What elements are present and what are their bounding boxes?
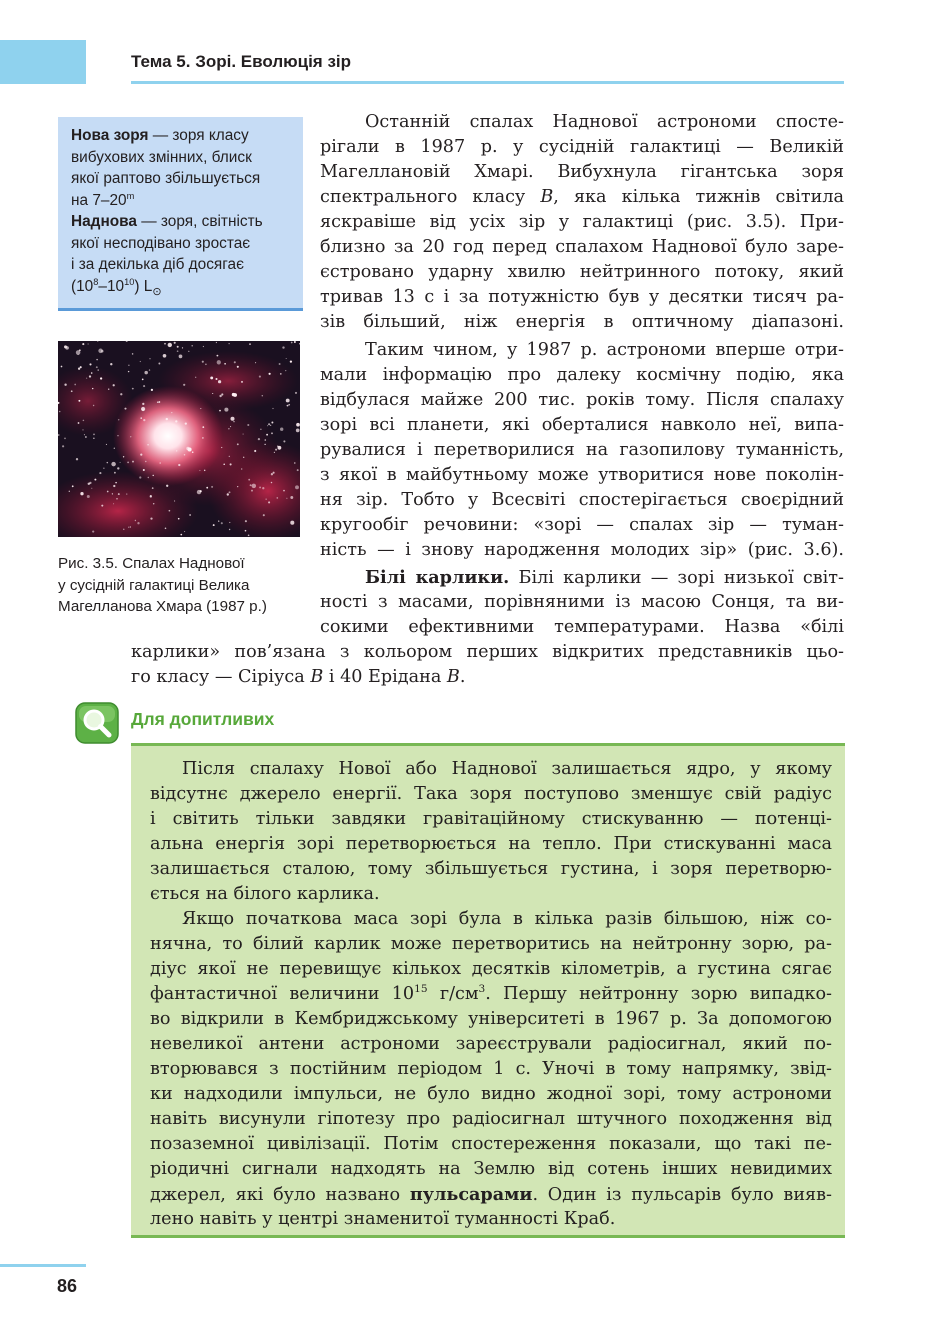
white-dwarfs-term: Білі карлики. [365,567,510,588]
curious-section-title: Для допитливих [131,709,275,729]
figure-caption: Рис. 3.5. Спалах Наднової у сусідній галактиці Велика Магелланова Хмара (1987 р.) [58,555,267,615]
nova-definition: Нова зоря — зоря класу вибухових змінних, блиск якої раптово збільшується на 7–20$^m$ [71,127,261,209]
corner-tab [0,40,86,84]
pulsars-line: джерел, які було названо пульсарами. Один із пульсарів було вияв- [150,1184,832,1205]
page-header-title: Тема 5. Зорі. Еволюція зір [131,52,352,71]
pulsars-term: пульсарами [409,1184,533,1205]
supernova-image [58,341,300,537]
header-rule [131,81,844,84]
definitions-box [58,117,303,311]
white-dwarfs-paragraph: Білі карлики. Білі карлики — зорі низької світ- [365,567,844,588]
curious-box: Після спалаху Нової або Наднової залишається ядро, у якому відсутнє джерело енергії. Така зоря поступово зменшує свій радіус і світить тільки завдяки гравітаційному стискуванню — потенці- альна енергія зорі перетворюється на тепло. При стискуванні маса залишається сталою, тому збільшується густина, і зоря перетворю- ється на білого карлика. Якщо початкова маса зорі була в кілька разів більшою, ніж со- нячна, то білий карлик може перетворитись на нейтронну зорю, ра- діус якої не перевищує кількох десятків кілометрів, а густина сягає фантастичної величини $10^{15}$ $г/см^3$. Першу нейтронну зорю випадко- во відкрили в Кембриджському університеті в 1967 р. За допомогою невеликої антени астрономи зареєстрували радіосигнал, який по- вторювався з постійним періодом 1 с. Уночі в тому напрямку, звід- ки надходили імпульси, не було видно жодної зорі, тому астрономи навіть висунули гіпотезу про радіосигнал штучного походження від позаземної цивілізації. Потім спостереження показали, що такі пе- ріодичні сигнали надходять на Землю від сотень інших невидимих джерел, які було названо пульсарами. Один із пульсарів було вияв- лено навіть у центрі знаменитої туманності Краб. [131,743,845,1238]
supernova-definition: Наднова — зоря, світність якої несподівано зростає і за декілька діб досягає $(10^8-10^{10})$ $L_⊙$ [71,213,263,298]
footer-rule [0,1264,86,1267]
page-number: 86 [57,1276,78,1296]
nova-term: Нова зоря [71,127,149,144]
density-line: фантастичної величини $10^{15}$ $г/см^3$. Першу нейтронну зорю випадко- [150,983,832,1004]
supernova-photo [58,341,300,537]
supernova-term: Наднова [71,213,137,230]
magnifier-icon [75,702,119,744]
sun-symbol: ⊙ [152,285,162,298]
